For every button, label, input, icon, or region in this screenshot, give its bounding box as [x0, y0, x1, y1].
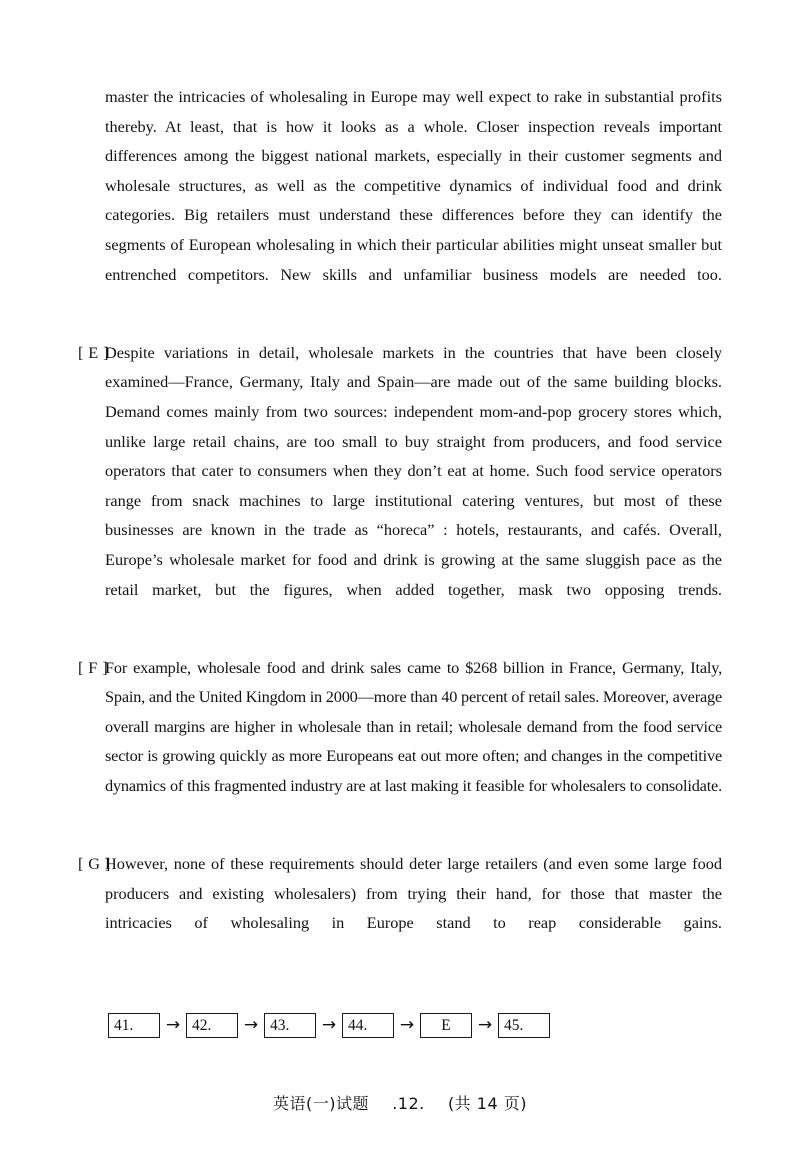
flow-arrow-icon: → — [165, 1015, 181, 1035]
answer-box-given: E — [420, 1013, 472, 1038]
paragraph-text: For example, wholesale food and drink sales came to $268 billion in France, Germany, Italy, Spain, and the United Kingdom in 2000—more than 40 percent of retail sales. Moreover, average overall margins are higher in wholesale than in retail; wholesale demand from the food service sector is growing quickly as more Europeans eat out more often; and changes in the competitive dynamics of this fragmented industry are at last making it feasible for wholesalers to consolidate. — [105, 657, 722, 796]
page-body-text — [78, 82, 722, 987]
paragraph-text: master the intricacies of wholesaling in Europe may well expect to rake in substantial profits thereby. At least, that is how it looks as a whole. Closer inspection reveals important differences among the biggest national markets, especially in their customer segments and wholesale structures, as well as the competitive dynamics of individual food and drink categories. Big retailers must understand these differences before they can identify the segments of European wholesaling in which their particular abilities might unseat smaller but entrenched competitors. New skills and unfamiliar business models are needed too. — [105, 87, 722, 284]
flow-arrow-icon: → — [321, 1015, 337, 1035]
answer-box-blank[interactable]: 42. — [186, 1013, 238, 1038]
answer-box-blank[interactable]: 41. — [108, 1013, 160, 1038]
footer-page-number: .12. — [392, 1094, 425, 1113]
paragraph-label-f: [ F ] — [78, 657, 109, 677]
answer-box-blank[interactable]: 43. — [264, 1013, 316, 1038]
paragraph-label-g: [ G ] — [78, 854, 111, 874]
flow-arrow-icon: → — [243, 1015, 259, 1035]
paragraph-e — [78, 338, 722, 634]
paragraph-g — [78, 849, 722, 967]
paragraph-text: Despite variations in detail, wholesale markets in the countries that have been closely examined—France, Germany, Italy and Spain—are made out of the same building blocks. Demand comes mainly from two sources: independent mom-and-pop grocery stores which, unlike large retail chains, are too small to buy straight from producers, and food service operators that cater to consumers when they don’t eat at home. Such food service operators range from snack machines to large institutional catering ventures, but most of these businesses are known in the trade as “horeca” : hotels, restaurants, and cafés. Overall, Europe’s wholesale market for food and drink is growing at the same sluggish pace as the retail market, but the figures, when added together, mask two opposing trends. — [105, 342, 722, 599]
flow-arrow-icon: → — [399, 1015, 415, 1035]
footer-total-pages: (共 14 页) — [447, 1094, 527, 1113]
paragraph-label-e: [ E ] — [78, 342, 109, 362]
answer-box-blank[interactable]: 44. — [342, 1013, 394, 1038]
answer-box-blank[interactable]: 45. — [498, 1013, 550, 1038]
page-footer — [0, 1092, 800, 1116]
answer-flow-diagram — [108, 1013, 550, 1038]
flow-arrow-icon: → — [477, 1015, 493, 1035]
paragraph-f — [78, 653, 722, 831]
paragraph-text: However, none of these requirements should deter large retailers (and even some large food producers and existing wholesalers) from trying their hand, for those that master the intricacies of wholesaling in Europe stand to reap considerable gains. — [105, 854, 722, 933]
footer-subject: 英语(一)试题 — [273, 1094, 370, 1113]
paragraph-continuation — [78, 82, 722, 319]
